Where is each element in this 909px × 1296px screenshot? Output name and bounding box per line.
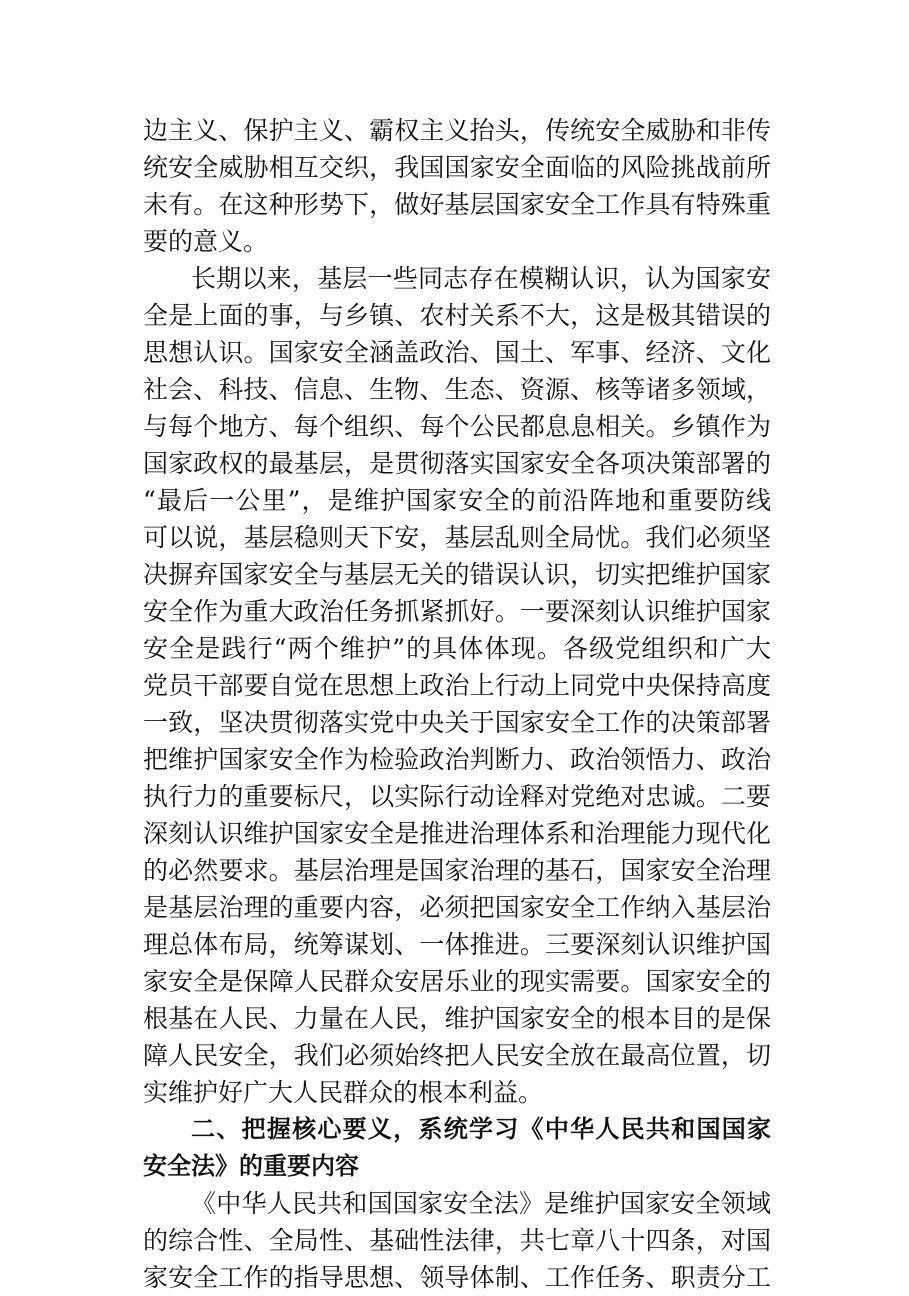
paragraph-line: 党员干部要自觉在思想上政治上行动上同党中央保持高度: [143, 671, 771, 700]
paragraph-line: 《中华人民共和国国家安全法》是维护国家安全领域: [191, 1189, 771, 1218]
paragraph-line: 的必然要求。基层治理是国家治理的基石，国家安全治理: [143, 856, 771, 885]
paragraph-line: 的综合性、全局性、基础性法律，共七章八十四条，对国: [143, 1226, 771, 1255]
section-heading-line: 安全法》的重要内容: [143, 1152, 359, 1180]
paragraph-line: 可以说，基层稳则天下安，基层乱则全局忧。我们必须坚: [143, 523, 771, 552]
paragraph-line: 全是上面的事，与乡镇、农村关系不大，这是极其错误的: [143, 301, 771, 330]
paragraph-line: 家安全是保障人民群众安居乐业的现实需要。国家安全的: [143, 967, 771, 996]
paragraph-line: 是基层治理的重要内容，必须把国家安全工作纳入基层治: [143, 893, 771, 922]
paragraph-line: 社会、科技、信息、生物、生态、资源、核等诸多领域，: [143, 375, 771, 404]
paragraph-line: 一致，坚决贯彻落实党中央关于国家安全工作的决策部署: [143, 708, 771, 737]
paragraph-line: 与每个地方、每个组织、每个公民都息息相关。乡镇作为: [143, 412, 771, 441]
paragraph-line: 决摒弃国家安全与基层无关的错误认识，切实把维护国家: [143, 560, 771, 589]
paragraph-line: 国家政权的最基层，是贯彻落实国家安全各项决策部署的: [143, 449, 771, 478]
paragraph-line: 理总体布局，统筹谋划、一体推进。三要深刻认识维护国: [143, 930, 771, 959]
paragraph-line: 障人民安全，我们必须始终把人民安全放在最高位置，切: [143, 1041, 771, 1070]
paragraph-line: “最后一公里”，是维护国家安全的前沿阵地和重要防线: [143, 486, 771, 515]
paragraph-line: 安全作为重大政治任务抓紧抓好。一要深刻认识维护国家: [143, 597, 771, 626]
paragraph-line: 安全是践行“两个维护”的具体体现。各级党组织和广大: [143, 634, 771, 663]
paragraph-line: 统安全威胁相互交织，我国国家安全面临的风险挑战前所: [143, 153, 771, 182]
paragraph-line: 边主义、保护主义、霸权主义抬头，传统安全威胁和非传: [143, 116, 771, 145]
paragraph-line: 执行力的重要标尺，以实际行动诠释对党绝对忠诚。二要: [143, 782, 771, 811]
paragraph-line: 深刻认识维护国家安全是推进治理体系和治理能力现代化: [143, 819, 771, 848]
document-body: [143, 112, 771, 1296]
paragraph-line: 长期以来，基层一些同志存在模糊认识，认为国家安: [191, 264, 771, 293]
paragraph-line: 家安全工作的指导思想、领导体制、工作任务、职责分工: [143, 1263, 771, 1292]
paragraph-line: 把维护国家安全作为检验政治判断力、政治领悟力、政治: [143, 745, 771, 774]
paragraph-line: 未有。在这种形势下，做好基层国家安全工作具有特殊重: [143, 190, 771, 219]
paragraph-line: 实维护好广大人民群众的根本利益。: [143, 1078, 544, 1107]
section-heading-line: 二、把握核心要义，系统学习《中华人民共和国国家: [191, 1115, 771, 1143]
paragraph-line: 要的意义。: [143, 227, 269, 256]
paragraph-line: 思想认识。国家安全涵盖政治、国土、军事、经济、文化: [143, 338, 771, 367]
paragraph-line: 根基在人民、力量在人民，维护国家安全的根本目的是保: [143, 1004, 771, 1033]
